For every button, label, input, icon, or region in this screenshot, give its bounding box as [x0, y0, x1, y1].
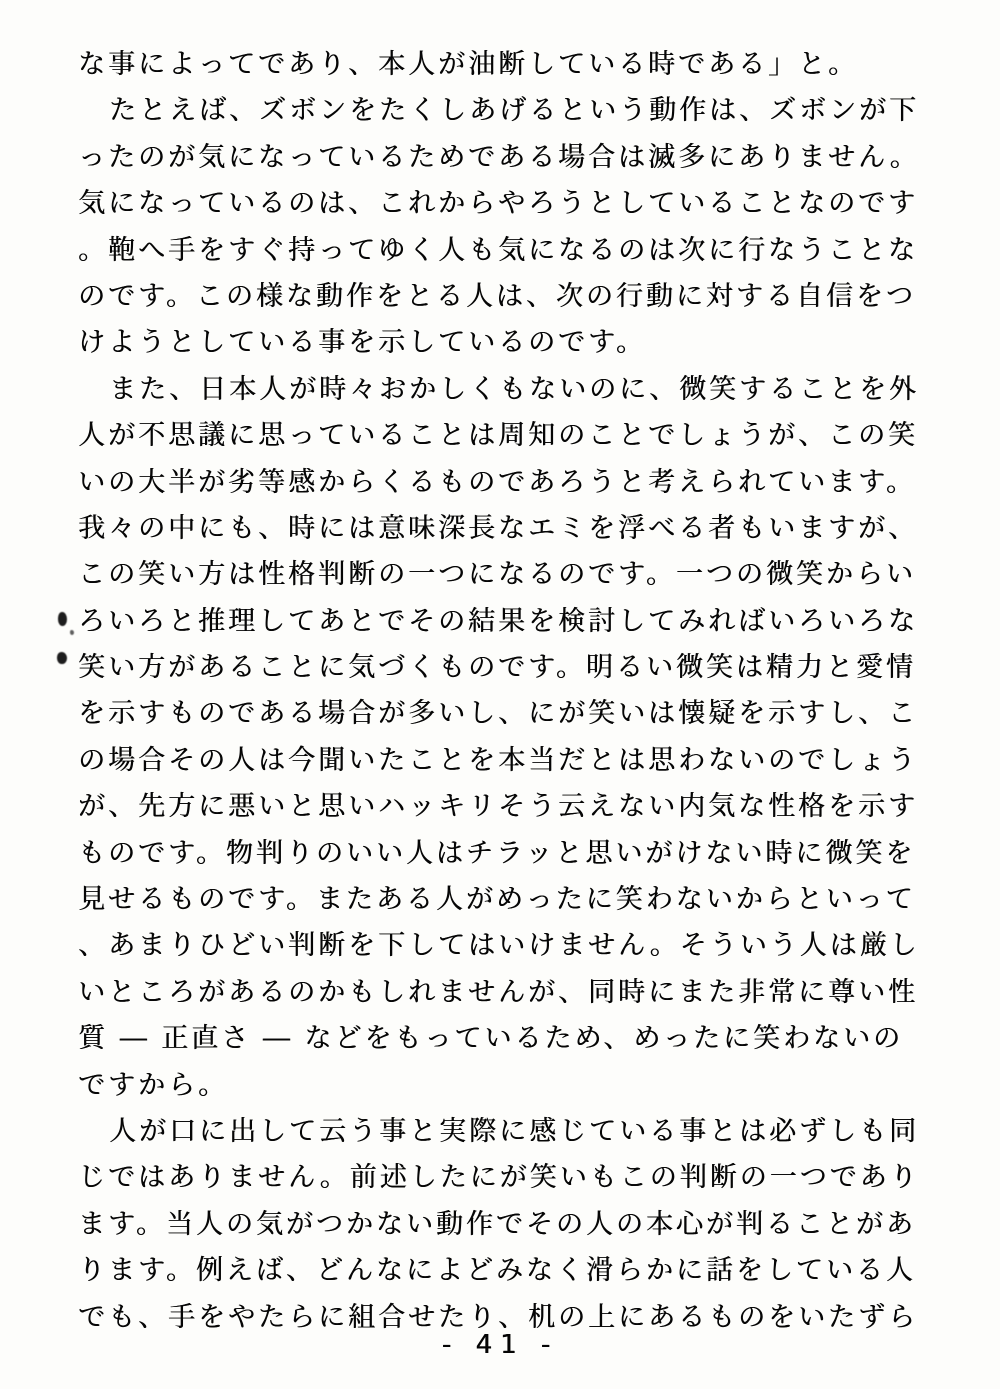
page-number: - 41 - — [441, 1330, 559, 1360]
text-line: けようとしている事を示しているのです。 — [78, 327, 646, 359]
text-line: ったのが気になっているためである場合は滅多にありません。 — [78, 141, 920, 173]
text-line: が、先方に悪いと思いハッキリそう云えない内気な性格を示す — [78, 791, 918, 823]
text-line: 笑い方があることに気づくものです。明るい微笑は精力と愛情 — [78, 652, 916, 684]
ink-speck — [57, 652, 67, 664]
text-line: じではありません。前述したにが笑いもこの判断の一つであり — [78, 1162, 920, 1194]
text-line: 気になっているのは、これからやろうとしていることなのです — [78, 188, 918, 220]
text-line: の場合その人は今聞いたことを本当だとは思わないのでしょう — [78, 744, 918, 776]
text-line: な事によってであり、本人が油断している時である」と。 — [78, 49, 858, 80]
text-line: いの大半が劣等感からくるものであろうと考えられています。 — [78, 466, 916, 498]
text-line: 、あまりひどい判断を下してはいけません。そういう人は厳し — [78, 930, 920, 962]
text-line: たとえば、ズボンをたくしあげるという動作は、ズボンが下 — [109, 95, 919, 127]
text-line: また、日本人が時々おかしくもないのに、微笑することを外 — [109, 373, 919, 405]
text-line: いところがあるのかもしれませんが、同時にまた非常に尊い性 — [78, 976, 918, 1008]
text-line: のです。この様な動作をとる人は、次の行動に対する自信をつ — [78, 280, 916, 312]
text-line: この笑い方は性格判断の一つになるのです。一つの微笑からい — [78, 559, 916, 591]
ink-speck — [58, 612, 67, 626]
text-line: 質 ― 正直さ ― などをもっているため、めったに笑わないの — [78, 1023, 903, 1055]
text-line: 人が不思議に思っていることは周知のことでしょうが、この笑 — [78, 420, 918, 452]
text-line: ものです。物判りのいい人はチラッと思いがけない時に微笑を — [78, 837, 916, 869]
text-line: ます。当人の気がつかない動作でその人の本心が判ることがあ — [78, 1208, 916, 1240]
text-line: 我々の中にも、時には意味深長なエミを浮べる者もいますが、 — [78, 512, 918, 544]
text-line: ろいろと推理してあとでその結果を検討してみればいろいろな — [78, 605, 918, 637]
text-line: でも、手をやたらに組合せたり、机の上にあるものをいたずら — [78, 1301, 918, 1333]
text-line: ります。例えば、どんなによどみなく滑らかに話をしている人 — [78, 1255, 916, 1287]
text-line: 。鞄へ手をすぐ持ってゆく人も気になるのは次に行なうことな — [78, 234, 918, 266]
ink-speck — [70, 630, 74, 635]
text-line: ですから。 — [78, 1069, 228, 1101]
text-line: を示すものである場合が多いし、にが笑いは懐疑を示すし、こ — [78, 698, 918, 730]
body-text — [78, 42, 958, 1341]
text-line: 人が口に出して云う事と実際に感じている事とは必ずしも同 — [109, 1115, 919, 1147]
text-line: 見せるものです。またある人がめったに笑わないからといって — [78, 884, 916, 916]
